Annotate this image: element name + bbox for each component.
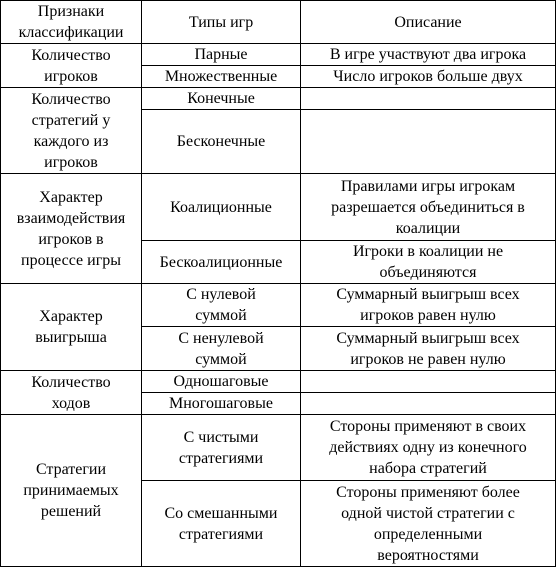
feature-cell-interaction: Характер взаимодействия игроков в процессе игры — [1, 174, 142, 284]
description-cell: В игре участвуют два игрока — [301, 44, 556, 66]
description-cell: Правилами игры игрокам разрешается объединиться в коалиции — [301, 174, 556, 241]
table-row — [1, 284, 556, 327]
description-cell: Число игроков больше двух — [301, 66, 556, 88]
description-cell: Суммарный выигрыш всех игроков не равен нулю — [301, 327, 556, 371]
description-cell: Стороны применяют более одной чистой стратегии с определенными вероятностями — [301, 481, 556, 567]
description-cell: Игроки в коалиции не объединяются — [301, 241, 556, 284]
type-cell: С чистыми стратегиями — [142, 415, 301, 481]
feature-cell-payoff: Характер выигрыша — [1, 284, 142, 371]
header-types: Типы игр — [142, 1, 301, 44]
feature-cell-players-count: Количество игроков — [1, 44, 142, 88]
type-cell: Бесконечные — [142, 110, 301, 174]
type-cell: Коалиционные — [142, 174, 301, 241]
feature-cell-moves-count: Количество ходов — [1, 371, 142, 415]
type-cell: Многошаговые — [142, 393, 301, 415]
type-cell: С нулевой суммой — [142, 284, 301, 327]
description-cell: Суммарный выигрыш всех игроков равен нулю — [301, 284, 556, 327]
table-row — [1, 88, 556, 110]
table-row — [1, 371, 556, 393]
description-cell — [301, 371, 556, 393]
table-row — [1, 44, 556, 66]
table-row — [1, 415, 556, 481]
type-cell: С ненулевой суммой — [142, 327, 301, 371]
type-cell: Парные — [142, 44, 301, 66]
description-cell: Стороны применяют в своих действиях одну из конечного набора стратегий — [301, 415, 556, 481]
header-row — [1, 1, 556, 44]
type-cell: Бескоалиционные — [142, 241, 301, 284]
header-description: Описание — [301, 1, 556, 44]
description-cell — [301, 110, 556, 174]
description-cell — [301, 393, 556, 415]
feature-cell-decision-strategies: Стратегии принимаемых решений — [1, 415, 142, 567]
type-cell: Множественные — [142, 66, 301, 88]
type-cell: Конечные — [142, 88, 301, 110]
type-cell: Одношаговые — [142, 371, 301, 393]
feature-cell-strategies-count: Количество стратегий у каждого из игроков — [1, 88, 142, 174]
type-cell: Со смешанными стратегиями — [142, 481, 301, 567]
description-cell — [301, 88, 556, 110]
table-row — [1, 174, 556, 241]
header-features: Признаки классификации — [1, 1, 142, 44]
